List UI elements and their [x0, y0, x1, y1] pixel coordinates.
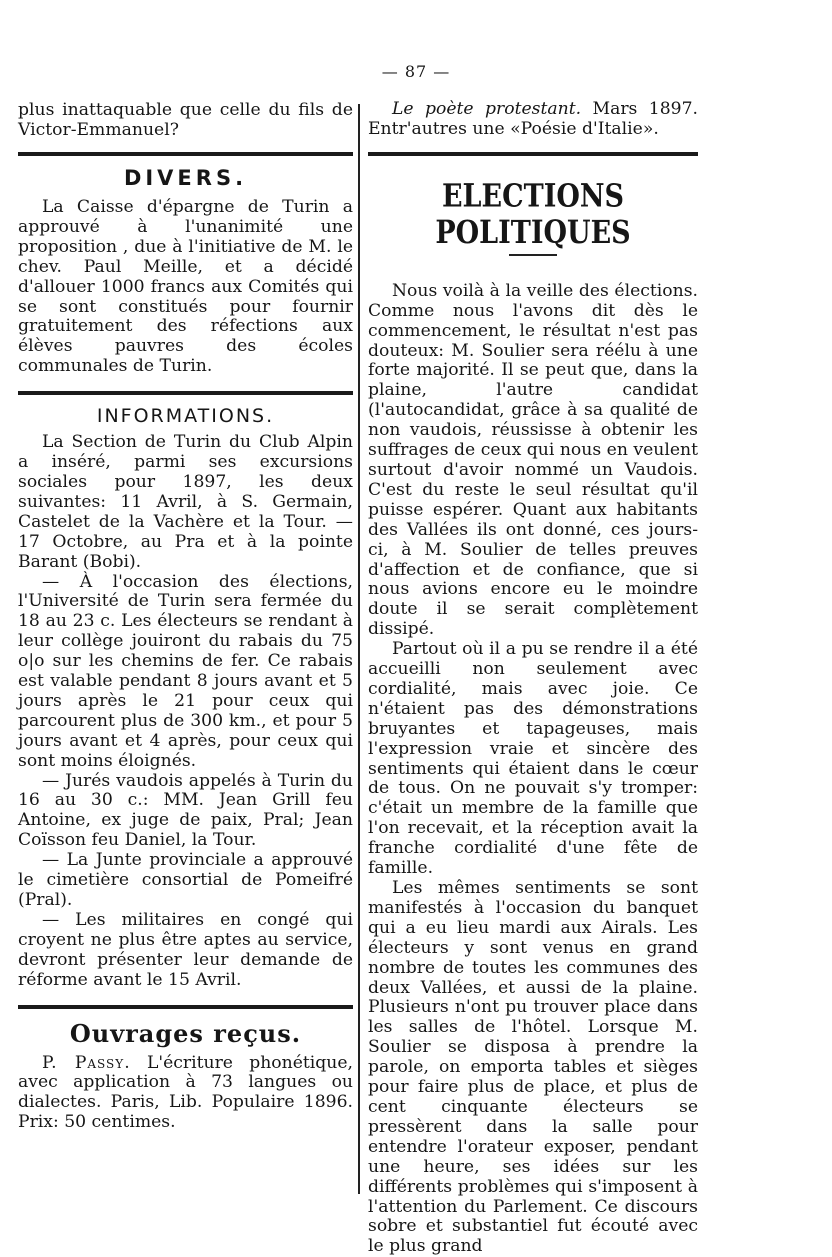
elections-heading: ELECTIONS POLITIQUES	[435, 177, 631, 251]
info-item: — Jurés vaudois appelés à Turin du 16 au 30 c.: MM. Jean Grill feu Antoine, ex juge de paix, Pral; Jean Coïsson feu Daniel, la Tour.	[18, 770, 353, 851]
elections-paragraph: Nous voilà à la veille des élections. Comme nous l'avons dit dès le commencement, le résultat n'est pas douteux: M. Soulier sera réélu à une forte majorité. Il se peut que, dans la plaine, l'autre candidat (l'autocandidat, grâce à sa qualité de non vaudois, réussisse à obtenir les suffrages de ceux qui nous en veulent surtout d'avoir nommé un Vaudois. C'est du reste le seul résultat qu'il puisse espérer. Quant aux habitants des Vallées ils ont donné, ces jours-ci, à M. Soulier de telles preuves d'affection et de confiance, que si nous avions encore eu le moindre doute il se serait complètement dissipé.	[368, 280, 698, 640]
ouvrages-text: L'écriture phonétique, avec application à 73 langues ou dialectes. Paris, Lib. Populaire 1896. Prix: 50 centimes.	[18, 1052, 354, 1133]
ouvrages-entry	[18, 1054, 353, 1134]
column-divider	[358, 104, 360, 1194]
carryover-text: plus inattaquable que celle du fils de Victor-Emmanuel?	[18, 100, 353, 140]
section-rule	[18, 1005, 353, 1009]
left-column	[18, 100, 353, 1133]
section-rule	[368, 152, 698, 156]
right-carryover	[368, 100, 698, 140]
info-item: La Section de Turin du Club Alpin a inséré, parmi ses excursions sociales pour 1897, les deux suivantes: 11 Avril, à S. Germain, Castelet de la Vachère et la Tour. — 17 Octobre, au Pra et à la pointe Barant (Bobi).	[18, 432, 353, 572]
right-column	[368, 100, 698, 1257]
info-item: — La Junte provinciale a approuvé le cimetière consortial de Pomeifré (Pral).	[18, 850, 353, 910]
section-rule	[18, 391, 353, 395]
carryover-rest: Mars 1897. Entr'autres une «Poésie d'Italie».	[368, 99, 698, 139]
section-rule	[18, 152, 353, 156]
divers-text: La Caisse d'épargne de Turin a approuvé à l'unanimité une proposition , due à l'initiative de M. le chev. Paul Meille, et a décidé d'allouer 1000 francs aux Comités qui se sont constitués pour fournir gratuitement des réfections aux élèves pauvres des écoles communales de Turin.	[18, 197, 353, 377]
carryover-title: Le poète protestant.	[392, 99, 582, 119]
ouvrages-author: P. Passy.	[42, 1052, 131, 1073]
heading-underline	[509, 254, 557, 256]
elections-paragraph: Partout où il a pu se rendre il a été accueilli non seulement avec cordialité, mais avec joie. Ce n'étaient pas des démonstrations bruyantes et tapageuses, mais l'expression vraie et sincère des sentiments qui étaient dans le cœur de tous. On ne pouvait s'y tromper: c'était un membre de la famille que l'on recevait, et la réception avait la franche cordialité d'une fête de famille.	[368, 639, 698, 879]
page-number: — 87 —	[381, 62, 451, 81]
informations-heading: INFORMATIONS.	[96, 405, 275, 428]
info-item: — À l'occasion des élections, l'Université de Turin sera fermée du 18 au 23 c. Les électeurs se rendant à leur collège jouiront du rabais du 75 o|o sur les chemins de fer. Ce rabais est valable pendant 8 jours avant et 5 jours après le 21 pour ceux qui parcourent plus de 300 km., et pour 5 jours avant et 4 après, pour ceux qui sont moins éloignés.	[18, 571, 353, 771]
info-item: — Les militaires en congé qui croyent ne plus être aptes au service, devront présenter leur demande de réforme avant le 15 Avril.	[18, 909, 353, 990]
elections-paragraph: Les mêmes sentiments se sont manifestés à l'occasion du banquet qui a eu lieu mardi aux Airals. Les électeurs y sont venus en grand nombre de toutes les communes des deux Vallées, et aussi de la plaine. Plusieurs n'ont pu trouver place dans les salles de l'hôtel. Lorsque M. Soulier se disposa à prendre la parole, on emporta tables et sièges pour faire plus de place, et plus de cent cinquante électeurs se pressèrent dans la salle pour entendre l'orateur exposer, pendant une heure, ses idées sur les différents problèmes qui s'imposent à l'attention du Parlement. Ce discours sobre et substantiel fut écouté avec le plus grand	[368, 878, 698, 1257]
divers-heading: DIVERS.	[123, 166, 248, 190]
ouvrages-heading: Ouvrages reçus.	[69, 1018, 302, 1048]
